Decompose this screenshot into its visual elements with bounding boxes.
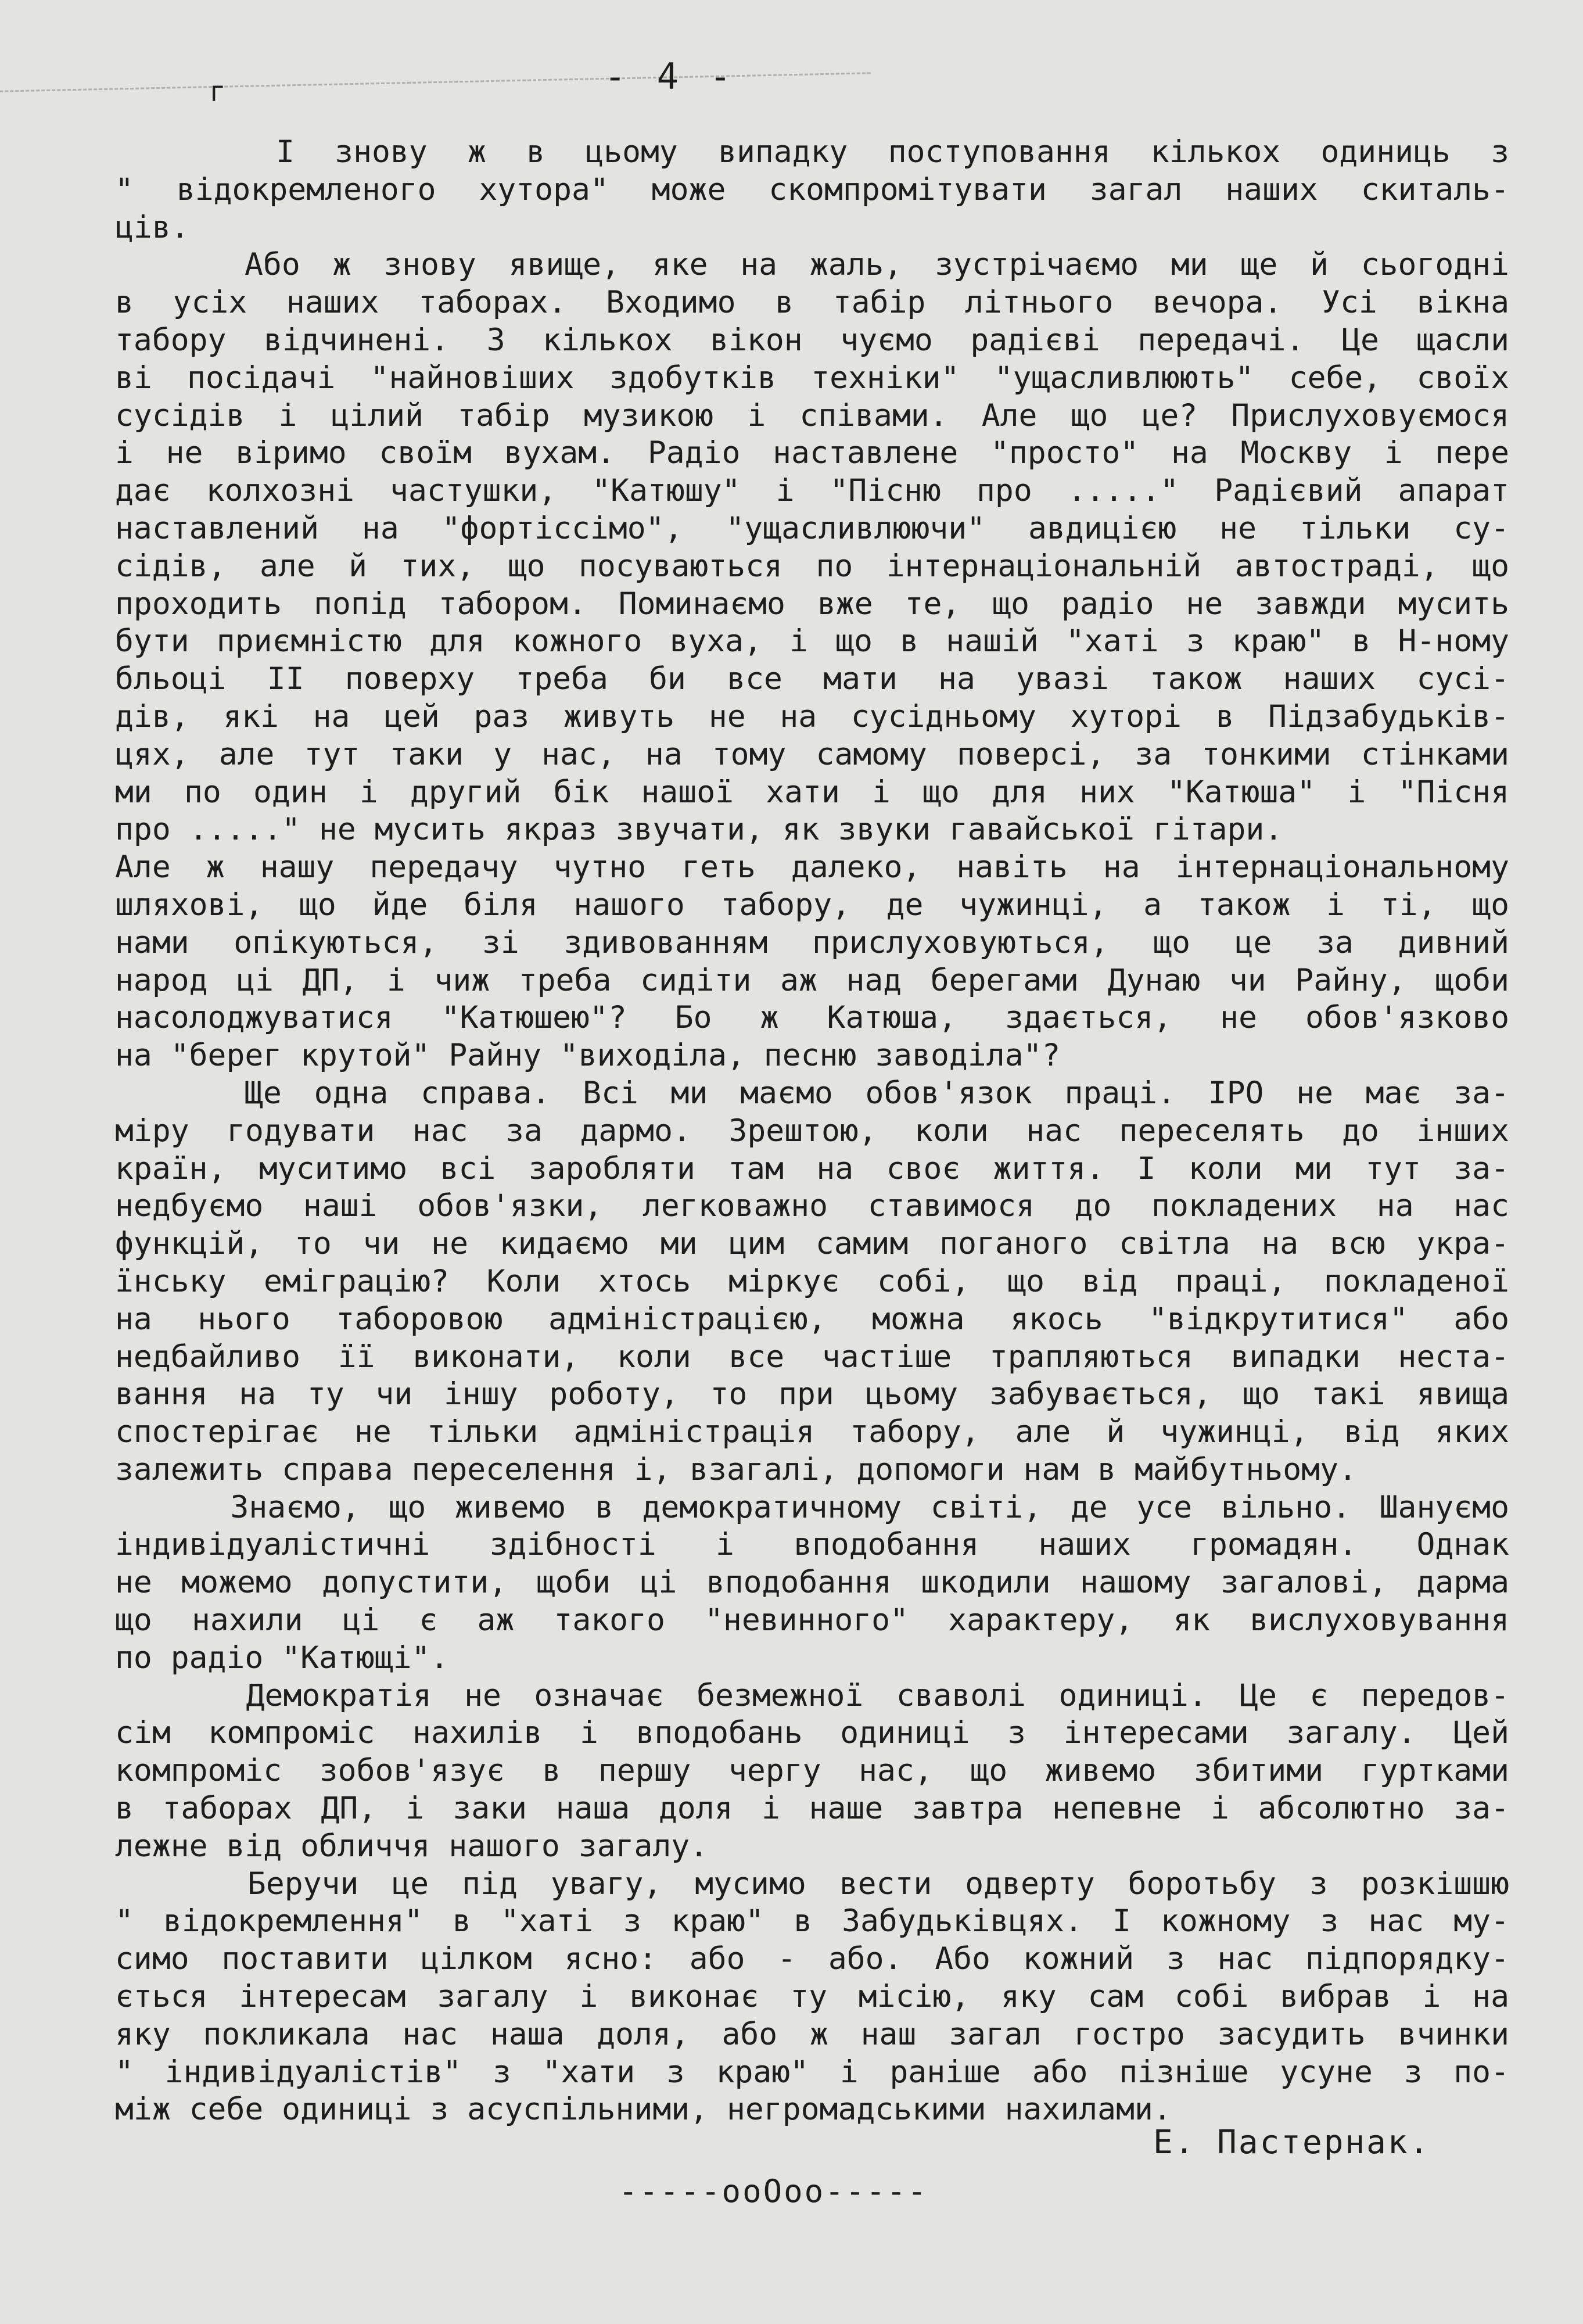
text-line: функцій, то чи не кидаємо ми цим самим поганого світла на всю укра- <box>115 1226 1509 1262</box>
text-line: в таборах ДП, і заки наша доля і наше завтра непевне і абсолютно за- <box>115 1791 1509 1827</box>
text-line: Знаємо, що живемо в демократичному світі, де усе вільно. Шануємо <box>115 1489 1509 1525</box>
text-line: бльоці II поверху треба би все мати на увазі також наших сусі- <box>115 661 1509 697</box>
text-line: " відокремленого хутора" може скомпромітувати загал наших скиталь- <box>115 171 1509 207</box>
text-line: залежить справа переселення і, взагалі, допомоги нам в майбутньому. <box>115 1451 1357 1487</box>
text-line: спостерігає не тільки адміністрація табору, але й чужинці, від яких <box>115 1414 1509 1450</box>
text-line: табору відчинені. З кількох вікон чуємо радієві передачі. Це щасли <box>115 322 1509 358</box>
text-line: Але ж нашу передачу чутно геть далеко, навіть на інтернаціональному <box>115 849 1509 885</box>
text-line: наставлений на "фортіссімо", "ущасливлюючи" авдицією не тільки су- <box>115 510 1509 546</box>
text-line: ві посідачі "найновіших здобутків техніки" "ущасливлюють" себе, своїх <box>115 360 1509 396</box>
text-line: Демократія не означає безмежної сваволі одиниці. Це є передов- <box>115 1677 1509 1713</box>
text-line: про ....." не мусить якраз звучати, як звуки гавайської гітари. <box>115 812 1283 848</box>
text-line: насолоджуватися "Катюшею"? Бо ж Катюша, здається, не обов'язково <box>115 1000 1509 1036</box>
text-line: в усіх наших таборах. Входимо в табір літнього вечора. Усі вікна <box>115 285 1509 321</box>
text-line: Ще одна справа. Всі ми маємо обов'язок праці. ІРО не має за- <box>115 1075 1509 1111</box>
text-line: " відокремлення" в "хаті з краю" в Забудьківцях. І кожному з нас му- <box>115 1903 1509 1939</box>
text-line: ми по один і другий бік нашої хати і що для них "Катюша" і "Пісня <box>115 774 1509 810</box>
text-line: І знову ж в цьому випадку поступовання кількох одиниць з <box>115 134 1509 170</box>
text-line: бути приємністю для кожного вуха, і що в нашій "хаті з краю" в Н-ному <box>115 623 1509 659</box>
author-signature: Е. Пастернак. <box>1153 2124 1431 2161</box>
text-line: Або ж знову явище, яке на жаль, зустрічаємо ми ще й сьогодні <box>115 247 1509 283</box>
end-ornament: -----ooOoo----- <box>619 2173 928 2210</box>
text-line: індивідуалістичні здібності і вподобання наших громадян. Однак <box>115 1527 1509 1563</box>
text-line: сідів, але й тих, що посуваються по інтернаціональній автостраді, що <box>115 548 1509 584</box>
text-line: компроміс зобов'язує в першу чергу нас, що живемо збитими гуртками <box>115 1753 1509 1789</box>
text-line: дів, які на цей раз живуть не на сусідньому хуторі в Підзабудьків- <box>115 698 1509 734</box>
text-line: не можемо допустити, щоби ці вподобання шкодили нашому загалові, дарма <box>115 1565 1509 1601</box>
text-line: між себе одиниці з асуспільними, негромадськими нахилами. <box>115 2092 1172 2128</box>
text-line: на нього табоpовою адміністрацією, можна якось "відкрутитися" або <box>115 1301 1509 1337</box>
corner-mark: г <box>209 76 226 108</box>
text-line: проходить попід табором. Поминаємо вже те, що радіо не завжди мусить <box>115 586 1509 622</box>
text-line: симо поставити цілком ясно: або - або. Або кожний з нас підпорядку- <box>115 1941 1509 1977</box>
text-line: недбуємо наші обов'язки, легковажно ставимося до покладених на нас <box>115 1188 1509 1224</box>
text-line: лежне від обличчя нашого загалу. <box>115 1828 709 1864</box>
text-line: дає колхозні частушки, "Катюшу" і "Пісню про ....." Радієвий апарат <box>115 473 1509 509</box>
page-number: - 4 - <box>604 55 736 98</box>
text-line: недбайливо її виконати, коли все частіше трапляються випадки неста- <box>115 1339 1509 1375</box>
text-line: сусідів і цілий табір музикою і співами. Але що це? Прислуховуємося <box>115 397 1509 433</box>
body-text <box>115 134 1509 2129</box>
text-line: нами опікуються, зі здивованням прислуховуються, що це за дивний <box>115 924 1509 960</box>
text-line: їнську еміграцію? Коли хтось міркує собі, що від праці, покладеної <box>115 1263 1509 1299</box>
text-line: країн, муситимо всі заробляти там на своє життя. І коли ми тут за- <box>115 1150 1509 1186</box>
text-line: і не віримо своїм вухам. Радіо наставлене "просто" на Москву і пере <box>115 435 1509 471</box>
text-line: на "берег крутой" Райну "виходіла, песню заводіла"? <box>115 1038 1061 1074</box>
text-line: " індивідуалістів" з "хати з краю" і раніше або пізніше усуне з по- <box>115 2054 1509 2090</box>
text-line: Беручи це під увагу, мусимо вести одверту боротьбу з розкішшю <box>115 1866 1509 1902</box>
text-line: яку покликала нас наша доля, або ж наш загал гостро засудить вчинки <box>115 2016 1509 2052</box>
text-line: міру годувати нас за дармо. Зрештою, коли нас переселять до інших <box>115 1113 1509 1149</box>
text-line: цях, але тут таки у нас, на тому самому поверсі, за тонкими стінками <box>115 736 1509 772</box>
text-line: по радіо "Катющі". <box>115 1640 449 1676</box>
text-line: народ ці ДП, і чиж треба сидіти аж над берегами Дунаю чи Райну, щоби <box>115 962 1509 998</box>
text-line: шляхові, що йде біля нашого табору, де чужинці, а також і ті, що <box>115 887 1509 923</box>
text-line: ється інтересам загалу і виконає ту місію, яку сам собі вибрав і на <box>115 1979 1509 2015</box>
text-line: ців. <box>115 209 189 245</box>
text-line: що нахили ці є аж такого "невинного" характеру, як вислуховування <box>115 1602 1509 1638</box>
text-line: сім компроміс нахилів і вподобань одиниці з інтересами загалу. Цей <box>115 1715 1509 1751</box>
text-line: вання на ту чи іншу роботу, то при цьому забувається, що такі явища <box>115 1376 1509 1412</box>
